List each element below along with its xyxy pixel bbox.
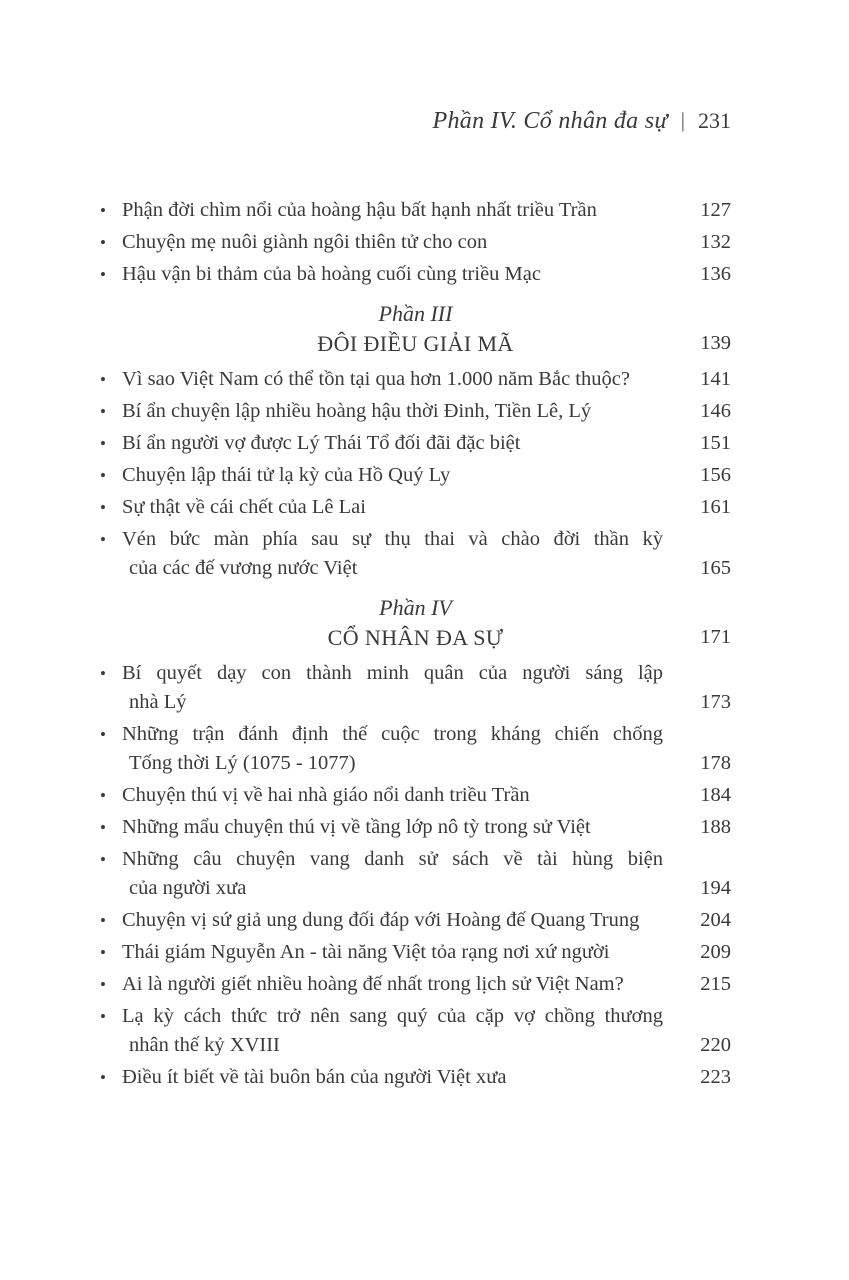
entry-title-line: Bí quyết dạy con thành minh quân của người sáng lập — [122, 662, 663, 684]
entry-title-line: Bí ẩn chuyện lập nhiều hoàng hậu thời Đinh, Tiền Lê, Lý — [122, 400, 592, 422]
entry-title — [122, 461, 663, 490]
entry-title-line: Chuyện vị sứ giả ung dung đối đáp với Hoàng đế Quang Trung — [122, 909, 640, 931]
entry-page-number: 184 — [700, 784, 731, 806]
section-heading — [100, 593, 731, 652]
entry-title — [122, 720, 663, 778]
bullet-icon: • — [100, 1068, 106, 1087]
entry-page-number: 151 — [700, 432, 731, 454]
toc-list — [100, 196, 731, 1095]
bullet-icon: • — [100, 818, 106, 837]
section-title-row — [100, 329, 731, 358]
toc-entry — [100, 196, 731, 225]
toc-entry — [100, 970, 731, 999]
entry-title-line: Chuyện thú vị về hai nhà giáo nổi danh triều Trần — [122, 784, 530, 806]
section-heading — [100, 299, 731, 358]
entry-title — [122, 938, 663, 967]
running-header — [433, 108, 731, 135]
bullet-icon: • — [100, 943, 106, 962]
entry-title-line: Sự thật về cái chết của Lê Lai — [122, 496, 366, 518]
bullet-icon: • — [100, 498, 106, 517]
entry-title-line: Vén bức màn phía sau sự thụ thai và chào đời thần kỳ — [122, 528, 663, 550]
toc-entry — [100, 397, 731, 426]
entry-title-line: của người xưa — [129, 877, 247, 899]
header-separator: | — [680, 108, 685, 132]
toc-entry — [100, 461, 731, 490]
entry-page-number: 223 — [700, 1066, 731, 1088]
bullet-icon: • — [100, 975, 106, 994]
bullet-icon: • — [100, 402, 106, 421]
toc-entry — [100, 720, 731, 778]
bullet-icon: • — [100, 233, 106, 252]
bullet-icon: • — [100, 434, 106, 453]
entry-title — [122, 970, 663, 999]
toc-entry — [100, 781, 731, 810]
entry-page-number: 188 — [700, 816, 731, 838]
bullet-icon: • — [100, 1007, 106, 1026]
bullet-icon: • — [100, 850, 106, 869]
bullet-icon: • — [100, 786, 106, 805]
entry-page-number: 204 — [700, 909, 731, 931]
entry-title-line: Tống thời Lý (1075 - 1077) — [129, 752, 356, 774]
entry-page-number: 127 — [700, 199, 731, 221]
entry-page-number: 141 — [700, 368, 731, 390]
entry-page-number: 173 — [700, 691, 731, 713]
entry-title — [122, 1002, 663, 1060]
toc-entry — [100, 659, 731, 717]
toc-entry — [100, 260, 731, 289]
entry-page-number: 215 — [700, 973, 731, 995]
toc-entry — [100, 1063, 731, 1092]
entry-title-line: Thái giám Nguyễn An - tài năng Việt tỏa rạng nơi xứ người — [122, 941, 610, 963]
entry-title-line: Chuyện lập thái tử lạ kỳ của Hồ Quý Ly — [122, 464, 451, 486]
entry-page-number: 156 — [700, 464, 731, 486]
bullet-icon: • — [100, 725, 106, 744]
bullet-icon: • — [100, 664, 106, 683]
section-title-row — [100, 623, 731, 652]
entry-title — [122, 397, 663, 426]
toc-entry — [100, 429, 731, 458]
section-title: CỔ NHÂN ĐA SỰ — [327, 625, 504, 650]
entry-title-line: của các đế vương nước Việt — [129, 557, 358, 579]
entry-page-number: 165 — [700, 557, 731, 579]
entry-title — [122, 781, 663, 810]
entry-title-line: Những mẩu chuyện thú vị về tầng lớp nô tỳ trong sử Việt — [122, 816, 591, 838]
section-page-number: 171 — [700, 626, 731, 648]
section-title: ĐÔI ĐIỀU GIẢI MÃ — [317, 331, 514, 356]
entry-title — [122, 429, 663, 458]
entry-title — [122, 659, 663, 717]
bullet-icon: • — [100, 911, 106, 930]
entry-title — [122, 260, 663, 289]
entry-title-line: Hậu vận bi thảm của bà hoàng cuối cùng triều Mạc — [122, 263, 541, 285]
entry-title-line: Điều ít biết về tài buôn bán của người Việt xưa — [122, 1066, 507, 1088]
section-page-number: 139 — [700, 332, 731, 354]
entry-title-line: Chuyện mẹ nuôi giành ngôi thiên tử cho con — [122, 231, 488, 253]
entry-title — [122, 228, 663, 257]
entry-title-line: Bí ẩn người vợ được Lý Thái Tổ đối đãi đặc biệt — [122, 432, 521, 454]
entry-title — [122, 1063, 663, 1092]
bullet-icon: • — [100, 265, 106, 284]
toc-entry — [100, 525, 731, 583]
entry-title — [122, 493, 663, 522]
entry-title — [122, 196, 663, 225]
entry-title — [122, 365, 663, 394]
bullet-icon: • — [100, 530, 106, 549]
section-part-label: Phần III — [378, 301, 453, 326]
toc-entry — [100, 493, 731, 522]
entry-title — [122, 906, 663, 935]
bullet-icon: • — [100, 201, 106, 220]
entry-page-number: 178 — [700, 752, 731, 774]
toc-entry — [100, 1002, 731, 1060]
entry-title-line: nhân thế kỷ XVIII — [129, 1034, 280, 1056]
entry-title-line: Những câu chuyện vang danh sử sách về tài hùng biện — [122, 848, 663, 870]
entry-page-number: 209 — [700, 941, 731, 963]
toc-entry — [100, 906, 731, 935]
toc-entry — [100, 365, 731, 394]
entry-page-number: 194 — [700, 877, 731, 899]
entry-title-line: Lạ kỳ cách thức trở nên sang quý của cặp vợ chồng thương — [122, 1005, 663, 1027]
toc-entry — [100, 845, 731, 903]
entry-page-number: 220 — [700, 1034, 731, 1056]
entry-page-number: 146 — [700, 400, 731, 422]
toc-entry — [100, 813, 731, 842]
entry-title — [122, 525, 663, 583]
entry-page-number: 136 — [700, 263, 731, 285]
bullet-icon: • — [100, 370, 106, 389]
entry-title-line: Vì sao Việt Nam có thể tồn tại qua hơn 1.000 năm Bắc thuộc? — [122, 368, 630, 390]
entry-title — [122, 845, 663, 903]
entry-title — [122, 813, 663, 842]
bullet-icon: • — [100, 466, 106, 485]
entry-title-line: Ai là người giết nhiều hoàng đế nhất trong lịch sử Việt Nam? — [122, 973, 624, 995]
entry-page-number: 132 — [700, 231, 731, 253]
header-page-number: 231 — [698, 108, 731, 133]
toc-entry — [100, 228, 731, 257]
section-part-label: Phần IV — [379, 595, 452, 620]
entry-title-line: nhà Lý — [129, 691, 187, 713]
header-section-title: Phần IV. Cổ nhân đa sự — [432, 108, 668, 134]
toc-entry — [100, 938, 731, 967]
entry-title-line: Những trận đánh định thế cuộc trong kháng chiến chống — [122, 723, 663, 745]
entry-title-line: Phận đời chìm nổi của hoàng hậu bất hạnh nhất triều Trần — [122, 199, 597, 221]
entry-page-number: 161 — [700, 496, 731, 518]
